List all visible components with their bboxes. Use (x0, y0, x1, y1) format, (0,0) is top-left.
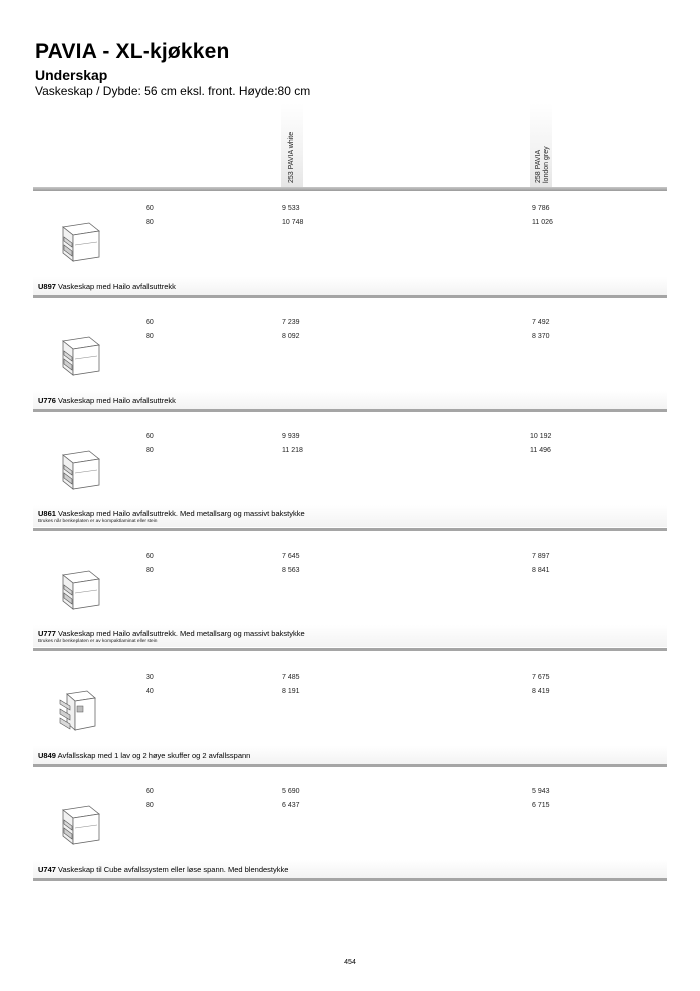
product-note: Brukes når benkeplaten er av kompaktlaminat eller stein (38, 639, 158, 644)
column-header-white-label: 253 PAVIA white (288, 131, 295, 183)
product-title-bar (33, 277, 667, 295)
product-title-bar (33, 625, 667, 647)
size-cell: 60 (146, 553, 154, 560)
price-grey-cell: 5 943 (532, 788, 550, 795)
page-description: Vaskeskap / Dybde: 56 cm eksl. front. Høyde:80 cm (35, 84, 311, 98)
price-grey-cell: 10 192 (530, 433, 552, 440)
row-divider (33, 648, 667, 651)
cabinet-drawers-icon (55, 213, 105, 263)
product-title (38, 509, 305, 518)
product-title-bar (33, 746, 667, 764)
product-title (38, 751, 250, 760)
product-code: U849 (38, 751, 56, 760)
price-white-cell: 9 533 (282, 205, 300, 212)
product-title-bar (33, 505, 667, 527)
product-code: U747 (38, 865, 56, 874)
product-title-bar (33, 391, 667, 409)
cabinet-drawers-icon (55, 682, 105, 732)
column-header-grey-label: 258 PAVIA london grey (535, 146, 550, 183)
price-white-cell: 5 690 (282, 788, 300, 795)
size-cell: 60 (146, 319, 154, 326)
size-cell: 80 (146, 333, 154, 340)
size-cell: 40 (146, 688, 154, 695)
cabinet-drawers-icon (55, 327, 105, 377)
row-divider (33, 764, 667, 767)
product-group (0, 193, 700, 308)
product-code: U777 (38, 629, 56, 638)
size-cell: 60 (146, 205, 154, 212)
price-white-cell: 7 485 (282, 674, 300, 681)
price-white-cell: 10 748 (282, 219, 304, 226)
size-cell: 80 (146, 802, 154, 809)
product-name: Avfallsskap med 1 lav og 2 høye skuffer og 2 avfallsspann (57, 751, 251, 760)
product-title (38, 282, 176, 291)
size-cell: 80 (146, 447, 154, 454)
price-grey-cell: 8 419 (532, 688, 550, 695)
product-name: Vaskeskap med Hailo avfallsuttrekk. Med metallsarg og massivt bakstykke (58, 509, 305, 518)
price-grey-cell: 8 370 (532, 333, 550, 340)
size-cell: 80 (146, 219, 154, 226)
price-white-cell: 6 437 (282, 802, 300, 809)
price-grey-cell: 11 496 (530, 447, 551, 454)
product-title (38, 396, 176, 405)
price-grey-cell: 7 897 (532, 553, 550, 560)
product-name: Vaskeskap til Cube avfallssystem eller løse spann. Med blendestykke (58, 865, 289, 874)
page-number: 454 (344, 959, 356, 966)
product-group (0, 421, 700, 536)
price-grey-cell: 8 841 (532, 567, 550, 574)
cabinet-drawers-icon (55, 796, 105, 846)
price-grey-cell: 9 786 (532, 205, 550, 212)
price-white-cell: 8 191 (282, 688, 300, 695)
product-name: Vaskeskap med Hailo avfallsuttrekk (58, 282, 176, 291)
row-divider (33, 409, 667, 412)
price-white-cell: 11 218 (282, 447, 303, 454)
size-cell: 60 (146, 788, 154, 795)
size-cell: 60 (146, 433, 154, 440)
cabinet-drawers-icon (55, 561, 105, 611)
price-grey-cell: 6 715 (532, 802, 550, 809)
row-divider (33, 878, 667, 881)
price-grey-cell: 11 026 (532, 219, 553, 226)
page-subtitle: Underskap (35, 67, 108, 83)
product-group (0, 662, 700, 777)
product-code: U776 (38, 396, 56, 405)
price-white-cell: 7 645 (282, 553, 300, 560)
product-name: Vaskeskap med Hailo avfallsuttrekk (58, 396, 176, 405)
product-code: U897 (38, 282, 56, 291)
price-white-cell: 8 092 (282, 333, 300, 340)
product-title (38, 865, 288, 874)
row-divider (33, 528, 667, 531)
product-group (0, 776, 700, 891)
product-title-bar (33, 860, 667, 878)
page-title: PAVIA - XL-kjøkken (35, 40, 230, 63)
price-white-cell: 7 239 (282, 319, 300, 326)
price-grey-cell: 7 492 (532, 319, 550, 326)
product-group (0, 307, 700, 422)
cabinet-drawers-icon (55, 441, 105, 491)
size-cell: 30 (146, 674, 154, 681)
price-grey-cell: 7 675 (532, 674, 550, 681)
product-title (38, 629, 305, 638)
product-code: U861 (38, 509, 56, 518)
header-divider (33, 187, 667, 191)
product-group (0, 541, 700, 656)
product-note: Brukes når benkeplaten er av kompaktlaminat eller stein (38, 519, 158, 524)
price-white-cell: 8 563 (282, 567, 300, 574)
product-name: Vaskeskap med Hailo avfallsuttrekk. Med metallsarg og massivt bakstykke (58, 629, 305, 638)
price-white-cell: 9 939 (282, 433, 300, 440)
row-divider (33, 295, 667, 298)
size-cell: 80 (146, 567, 154, 574)
